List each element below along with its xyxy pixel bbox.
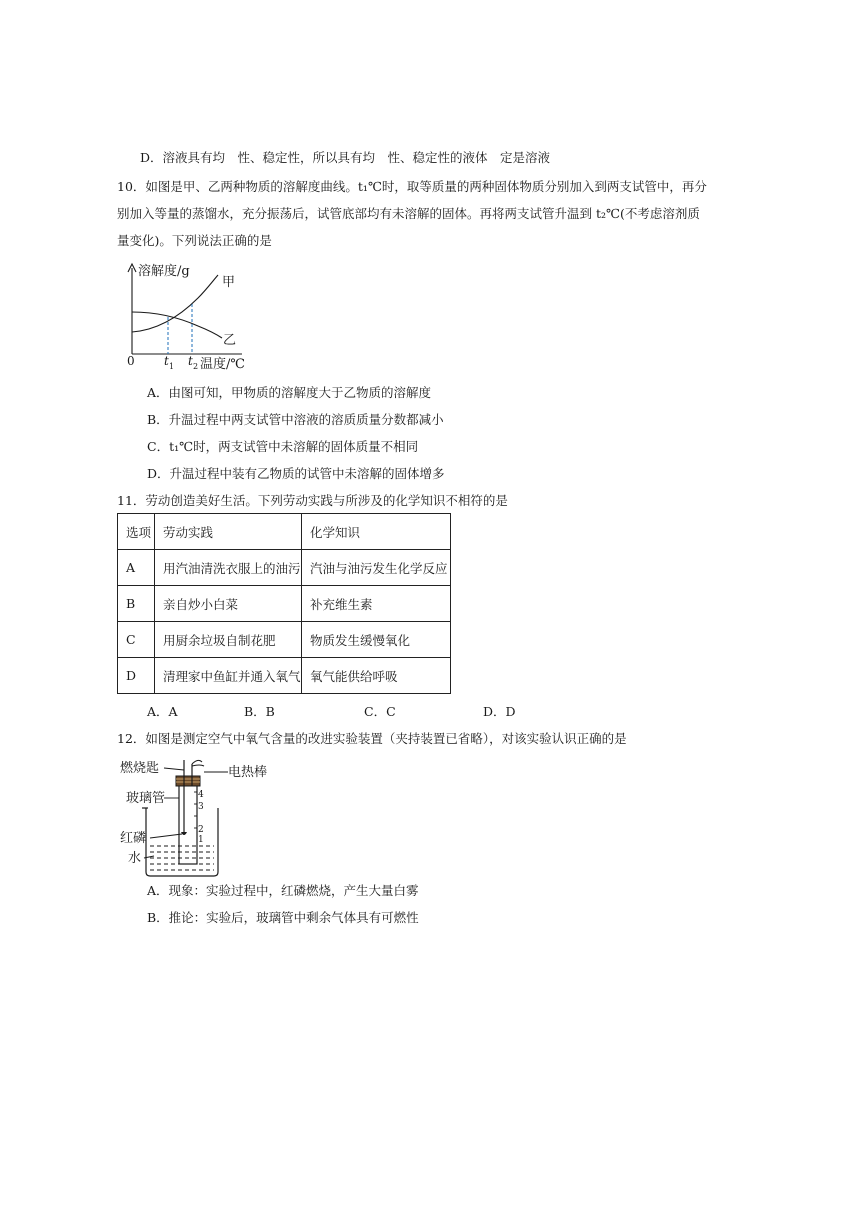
origin-label: 0 — [127, 354, 135, 368]
table-header-row — [118, 514, 451, 550]
t1-label: t — [164, 354, 169, 368]
table-row — [118, 586, 451, 622]
table-cell: 汽油与油污发生化学反应 — [302, 550, 451, 586]
table-header-cell: 劳动实践 — [155, 514, 302, 550]
q12-option-b: B．推论：实验后，玻璃管中剩余气体具有可燃性 — [147, 910, 419, 925]
y-axis-label: 溶解度/g — [138, 264, 190, 279]
curve-jia — [132, 275, 218, 332]
table-row — [118, 658, 451, 694]
table-row — [118, 550, 451, 586]
q11-table — [117, 513, 451, 694]
combustion-spoon — [181, 832, 187, 835]
table-header-cell: 化学知识 — [302, 514, 451, 550]
q11-option-c: C．C — [364, 704, 396, 719]
label-spoon: 燃烧匙 — [120, 761, 160, 776]
q10-stem-line-2: 别加入等量的蒸馏水，充分振荡后，试管底部均有未溶解的固体。再将两支试管升温到 t₂℃(不考虑溶剂质 — [117, 206, 700, 221]
q11-option-d: D．D — [483, 704, 516, 719]
table-cell: C — [118, 622, 155, 658]
q10-option-c: C．t₁℃时，两支试管中未溶解的固体质量不相同 — [147, 439, 419, 454]
solubility-graph — [118, 260, 258, 374]
q10-option-b: B．升温过程中两支试管中溶液的溶质质量分数都减小 — [147, 412, 444, 427]
q10-stem-line-1: 10．如图是甲、乙两种物质的溶解度曲线。t₁℃时，取等质量的两种固体物质分别加入到两支试管中，再分 — [117, 179, 707, 194]
table-cell: A — [118, 550, 155, 586]
series-label-yi: 乙 — [223, 333, 237, 348]
series-label-jia: 甲 — [222, 275, 236, 290]
table-cell: B — [118, 586, 155, 622]
table-cell: 用汽油清洗衣服上的油污 — [155, 550, 302, 586]
x-axis-label: 温度/℃ — [200, 357, 245, 372]
beaker — [146, 808, 218, 876]
apparatus-figure — [120, 752, 290, 880]
q12-stem: 12．如图是测定空气中氧气含量的改进实验装置（夹持装置已省略），对该实验认识正确的是 — [117, 731, 627, 746]
table-cell: 氧气能供给呼吸 — [302, 658, 451, 694]
table-cell: 亲自炒小白菜 — [155, 586, 302, 622]
q11-option-b: B．B — [244, 704, 275, 719]
label-red-phosphorus: 红磷 — [120, 831, 147, 846]
scale-mark: 2 — [198, 825, 204, 835]
scale-mark: 4 — [198, 790, 204, 800]
table-cell: D — [118, 658, 155, 694]
table-cell: 清理家中鱼缸并通入氧气 — [155, 658, 302, 694]
stopper — [176, 776, 200, 786]
q10-option-d: D．升温过程中装有乙物质的试管中未溶解的固体增多 — [147, 466, 445, 481]
t2-subscript: 2 — [193, 362, 199, 371]
t1-subscript: 1 — [169, 362, 175, 371]
scale-mark: 1 — [198, 835, 204, 845]
q10-stem-line-3: 量变化)。下列说法正确的是 — [117, 233, 272, 248]
table-header-cell: 选项 — [118, 514, 155, 550]
scale-mark: 3 — [198, 802, 204, 812]
t2-label: t — [188, 354, 193, 368]
table-cell: 物质发生缓慢氧化 — [302, 622, 451, 658]
table-cell: 用厨余垃圾自制花肥 — [155, 622, 302, 658]
table-cell: 补充维生素 — [302, 586, 451, 622]
q12-option-a: A．现象：实验过程中，红磷燃烧，产生大量白雾 — [147, 883, 419, 898]
label-glass-tube: 玻璃管 — [126, 791, 166, 806]
table-row — [118, 622, 451, 658]
q10-option-a: A．由图可知，甲物质的溶解度大于乙物质的溶解度 — [147, 385, 432, 400]
label-heating-rod: 电热棒 — [228, 765, 268, 780]
water-surface — [150, 846, 214, 870]
q9-option-d: D．溶液具有均 性、稳定性，所以具有均 性、稳定性的液体 定是溶液 — [140, 150, 551, 165]
label-water: 水 — [128, 851, 142, 866]
q11-option-a: A．A — [147, 704, 178, 719]
q11-stem: 11．劳动创造美好生活。下列劳动实践与所涉及的化学知识不相符的是 — [117, 493, 508, 508]
